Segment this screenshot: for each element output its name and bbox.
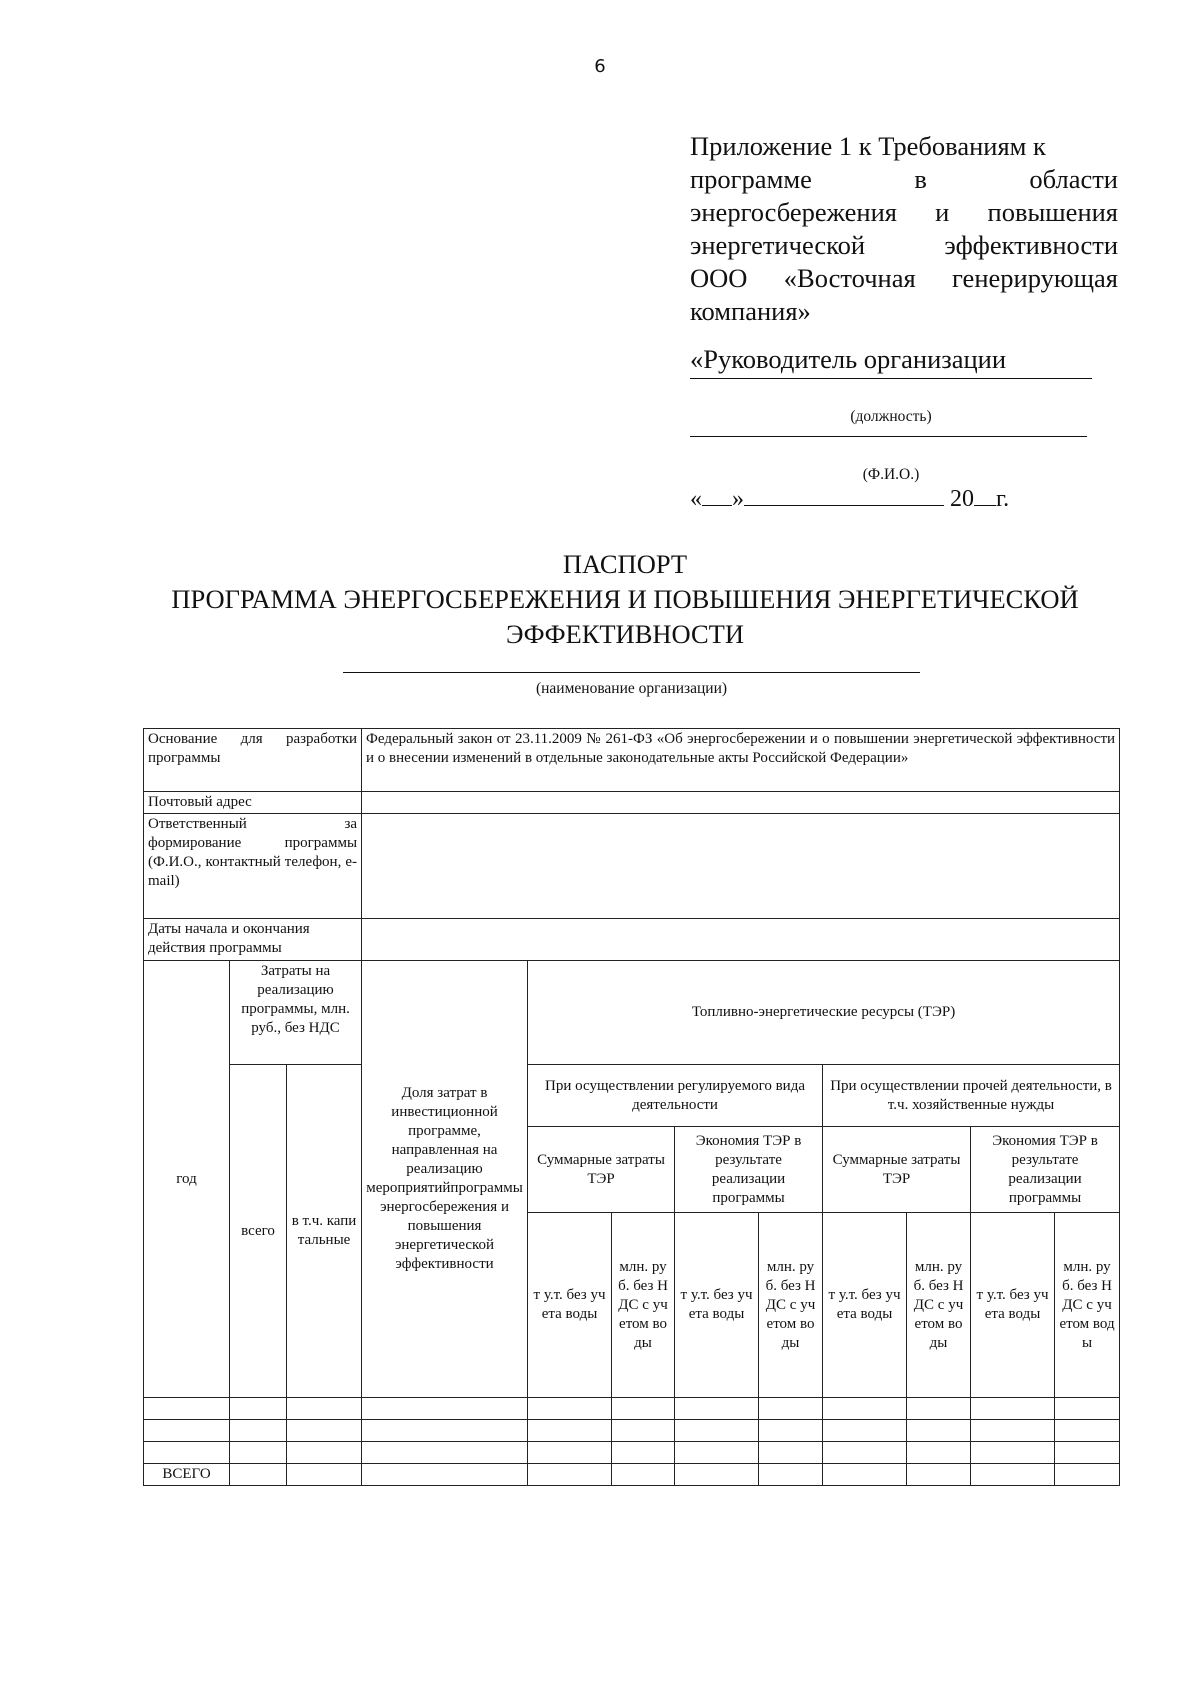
page-number: 6 bbox=[594, 56, 606, 77]
approval-date-line: « » 20 г. bbox=[690, 486, 1010, 512]
other-savings-header: Экономия ТЭР в результате реализации программы bbox=[971, 1127, 1120, 1213]
regulated-savings-header: Экономия ТЭР в результате реализации программы bbox=[675, 1127, 823, 1213]
total-row bbox=[144, 1464, 1120, 1486]
basis-label: Основание для разработки программы bbox=[144, 729, 362, 792]
table-row bbox=[144, 729, 1120, 792]
regulated-sum-costs-header: Суммарные затраты ТЭР bbox=[528, 1127, 675, 1213]
table-row bbox=[144, 1398, 1120, 1420]
regulated-activity-header: При осуществлении регулируемого вида деятельности bbox=[528, 1065, 823, 1127]
grand-total-label: ВСЕГО bbox=[144, 1464, 230, 1486]
day-blank bbox=[702, 485, 732, 506]
position-caption: (должность) bbox=[850, 408, 932, 425]
appendix-line: энергосбережения и повышения bbox=[690, 197, 1118, 227]
table-row bbox=[144, 919, 1120, 961]
other-sum-costs-header: Суммарные затраты ТЭР bbox=[823, 1127, 971, 1213]
appendix-note bbox=[690, 130, 1118, 328]
position-signature-line bbox=[690, 378, 1092, 379]
passport-title: ПАСПОРТ bbox=[562, 549, 688, 579]
responsible-label: Ответственный за формирование программы (Ф.И.О., контактный телефон, e-mail) bbox=[144, 814, 362, 919]
unit-tut-header: т у.т. без учета воды bbox=[971, 1213, 1055, 1398]
appendix-line: компания» bbox=[690, 296, 811, 326]
program-title-line-2: ЭФФЕКТИВНОСТИ bbox=[506, 619, 744, 649]
appendix-line: программе в области bbox=[690, 164, 1118, 194]
table-row bbox=[144, 792, 1120, 814]
address-label: Почтовый адрес bbox=[144, 792, 362, 814]
basis-value: Федеральный закон от 23.11.2009 № 261-ФЗ «Об энергосбережении и о повышении энергетической эффективности и о внесении изменений в отдельные законодательные акты Российской Федерации» bbox=[362, 729, 1120, 792]
capital-costs-header: в т.ч. капитальные bbox=[287, 1065, 362, 1398]
total-costs-header: всего bbox=[230, 1065, 287, 1398]
costs-header: Затраты на реализацию программы, млн. руб., без НДС bbox=[230, 961, 362, 1065]
unit-tut-header: т у.т. без учета воды bbox=[528, 1213, 612, 1398]
unit-mln-header: млн. руб. без НДС с учетом воды bbox=[1055, 1213, 1120, 1398]
responsible-value bbox=[362, 814, 1120, 919]
table-row bbox=[144, 1442, 1120, 1464]
table-header-row bbox=[144, 961, 1120, 1065]
appendix-line: ООО «Восточная генерирующая bbox=[690, 263, 1118, 293]
organization-name-line bbox=[343, 672, 920, 673]
program-title-line-1: ПРОГРАММА ЭНЕРГОСБЕРЕЖЕНИЯ И ПОВЫШЕНИЯ ЭНЕРГЕТИЧЕСКОЙ bbox=[171, 584, 1079, 614]
appendix-line: Приложение 1 к Требованиям к bbox=[690, 131, 1046, 161]
passport-table bbox=[143, 728, 1120, 1486]
fio-caption: (Ф.И.О.) bbox=[862, 466, 920, 483]
appendix-line: энергетической эффективности bbox=[690, 230, 1118, 260]
share-header: Доля затрат в инвестиционной программе, направленная на реализацию мероприятийпрограммы энергосбережения и повышения энергетической эффективности bbox=[362, 961, 528, 1398]
other-activity-header: При осуществлении прочей деятельности, в т.ч. хозяйственные нужды bbox=[823, 1065, 1120, 1127]
unit-mln-header: млн. руб. без НДС с учетом воды bbox=[759, 1213, 823, 1398]
organization-caption: (наименование организации) bbox=[535, 680, 728, 697]
dates-label: Даты начала и окончания действия программы bbox=[144, 919, 362, 961]
table-row bbox=[144, 1420, 1120, 1442]
year-header: год bbox=[144, 961, 230, 1398]
ter-header: Топливно-энергетические ресурсы (ТЭР) bbox=[528, 961, 1120, 1065]
year-blank bbox=[974, 485, 996, 506]
dates-value bbox=[362, 919, 1120, 961]
table-header-row bbox=[144, 1065, 1120, 1127]
unit-mln-header: млн. руб. без НДС с учетом воды bbox=[907, 1213, 971, 1398]
unit-mln-header: млн. руб. без НДС с учетом воды bbox=[612, 1213, 675, 1398]
table-row bbox=[144, 814, 1120, 919]
month-blank bbox=[744, 485, 944, 506]
approval-title: «Руководитель организации bbox=[690, 344, 1007, 374]
address-value bbox=[362, 792, 1120, 814]
fio-signature-line bbox=[690, 436, 1087, 437]
unit-tut-header: т у.т. без учета воды bbox=[823, 1213, 907, 1398]
unit-tut-header: т у.т. без учета воды bbox=[675, 1213, 759, 1398]
